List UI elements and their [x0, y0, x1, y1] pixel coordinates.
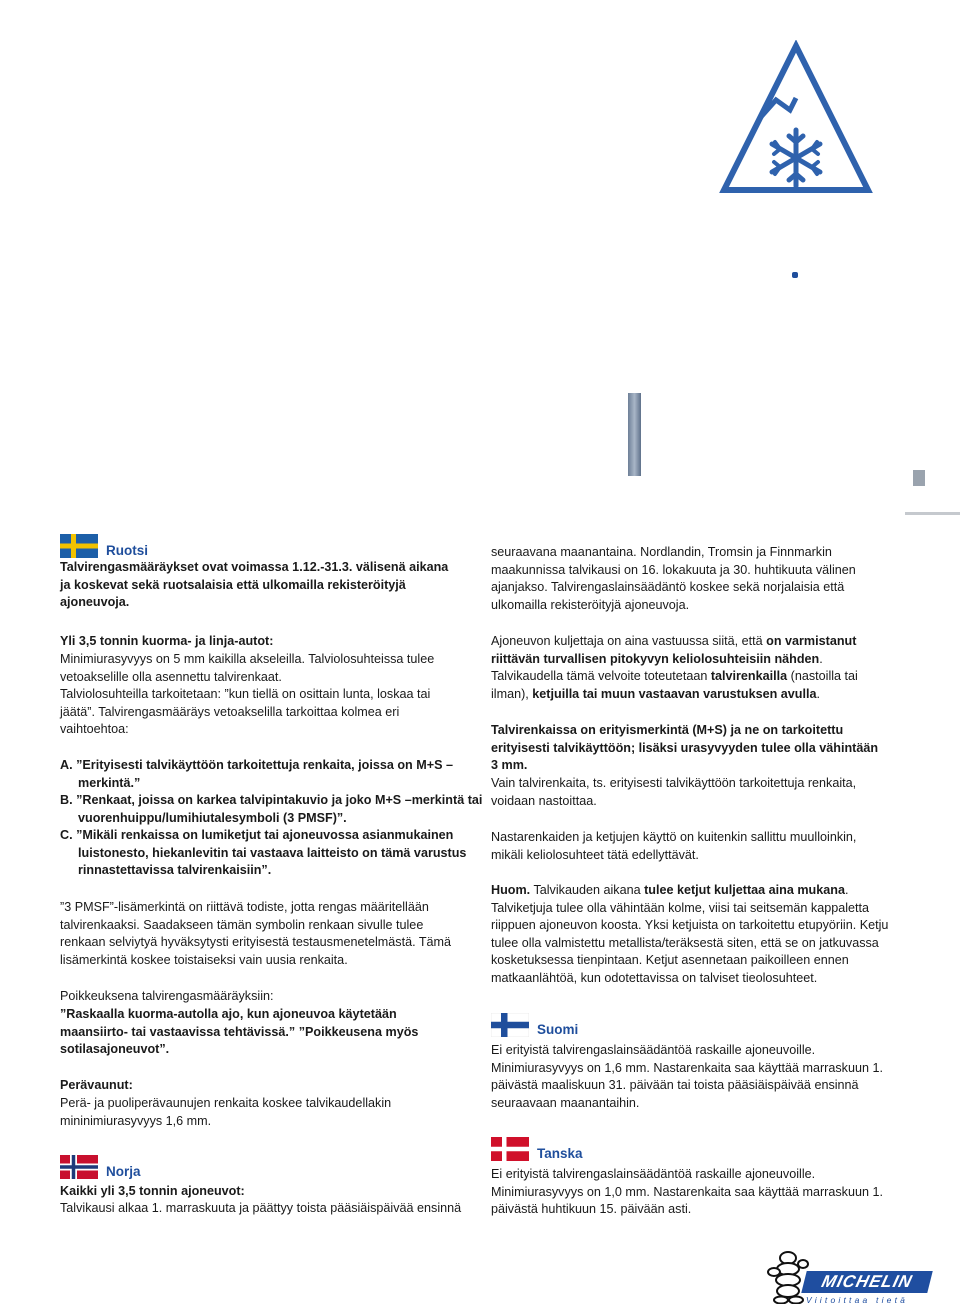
- norja-subheading: Kaikki yli 3,5 tonnin ajoneuvot:: [60, 1184, 245, 1198]
- decorative-photo-strip: [628, 393, 641, 476]
- brand-name: MICHELIN: [819, 1272, 915, 1291]
- ruotsi-intro: Talvirengasmääräykset ovat voimassa 1.12.-31.3. välisenä aikana ja koskevat sekä ruotsalaisia että ulkomailla rekisteröityjä ajoneuvoja.: [60, 560, 449, 610]
- michelin-wordmark: [801, 1271, 932, 1293]
- winter-conditions-text: Talviolosuhteilla tarkoitetaan: ”kun tiellä on osittain lunta, loskaa tai jäätä”. Talvirengasmääräys vetoakselilla tarkoittaa kolmea eri vaihtoehtoa:: [60, 687, 431, 737]
- finland-flag-icon: [491, 1013, 529, 1037]
- ruotsi-heading: [60, 534, 480, 558]
- decorative-photo-fragment: [913, 470, 925, 486]
- option-b: B. ”Renkaat, joissa on karkea talvipintakuvio ja joko M+S –merkintä tai vuorenhuippu/lumihiutalesymboli (3 PMSF)”.: [60, 793, 483, 825]
- michelin-man-logo-icon: [766, 1250, 810, 1304]
- norja-heading: [60, 1155, 480, 1179]
- sweden-flag-icon: [60, 534, 98, 558]
- norja-studs-chains-text: Nastarenkaiden ja ketjujen käyttö on kuitenkin sallittu muulloinkin, mikäli keliolosuhteet tätä edellyttävät.: [491, 830, 857, 862]
- norway-flag-icon: [60, 1155, 98, 1179]
- heavy-vehicles-text: Minimiurasyvyys on 5 mm kaikilla akseleilla. Talviolosuhteissa tulee vetoakselille olla asennettu talvirenkaat.: [60, 652, 435, 684]
- decorative-line: [905, 512, 960, 515]
- tanska-text: Ei erityistä talvirengaslainsäädäntöä raskaille ajoneuvoille. Minimiurasyvyys on 1,0 mm. Nastarenkaita saa käyttää marraskuun 1. päivästä huhtikuun 15. päivään asti.: [491, 1167, 883, 1217]
- norja-winter-tyres-bold: Talvirenkaissa on erityismerkintä (M+S) ja ne on tarkoitettu erityisesti talvikäyttöön; lisäksi urasyvyyden tulee olla vähintään 3 mm.: [491, 723, 879, 773]
- norja-chains-note: Huom. Talvikauden aikana tulee ketjut kuljettaa aina mukana. Talviketjuja tulee olla vähintään kolme, viisi tai seitsemän kappaletta riippuen ajoneuvon koosta. Yksi ketjuista on tarkoitettu etupyöriin. Ketju tulee olla valmistettu metallista/teräksestä siten, että se on jatkuvassa kosketuksessa tienpintaan. Ketjut asennetaan paikoilleen ennen matkaanlähtöä, kun odotettavissa on talviset tieolosuhteet.: [491, 883, 889, 985]
- option-c: C. ”Mikäli renkaissa on lumiketjut tai ajoneuvossa asianmukainen luistonesto, hiekanlevitin tai vastaava laitteisto on tämä varustus rinnastettavissa talvirenkaisiin”.: [60, 828, 467, 878]
- 3pmsf-mountain-snowflake-icon: [718, 40, 874, 196]
- brand-tagline: Viitoittaa tietä: [806, 1295, 909, 1305]
- norja-driver-responsibility: Ajoneuvon kuljettaja on aina vastuussa siitä, että on varmistanut riittävän turvallisen pitokyvyn keliolosuhteisiin nähden. Talvikaudella tämä velvoite toteutetaan talvirenkailla (nastoilla tai ilman), ketjuilla tai muun vastaavan varustuksen avulla.: [491, 634, 858, 701]
- country-name: Ruotsi: [106, 543, 148, 558]
- norja-season-text: seuraavana maanantaina. Nordlandin, Tromsin ja Finnmarkin maakunnissa talvikausi on 16. lokakuuta ja 30. huhtikuuta välinen ajanjakso. Talvirengaslainsäädäntö koskee sekä norjalaisia että ulkomailla rekisteröityjä ajoneuvoja.: [491, 545, 856, 612]
- exceptions-text: ”Raskaalla kuorma-autolla ajo, kun ajoneuvoa käytetään maansiirto- tai vastaavissa tehtävissä.” ”Poikkeusena myös sotilasajoneuvot”.: [60, 1007, 419, 1057]
- suomi-heading: [491, 1013, 911, 1037]
- country-name: Norja: [106, 1164, 141, 1179]
- pmsf-text: ”3 PMSF”-lisämerkintä on riittävä todiste, jotta rengas määritellään talvirenkaaksi. Saadakseen tämän symbolin renkaan sivulle tulee renkaan selviytyä hyväksytysti erityisestä testausmenetelmästä. Tämä lisämerkintä koskee toistaiseksi vain uusia renkaita.: [60, 900, 452, 967]
- exceptions-intro: Poikkeuksena talvirengasmääräyksiin:: [60, 989, 274, 1003]
- norja-season-start: Talvikausi alkaa 1. marraskuuta ja päättyy toista pääsiäispäivää ensinnä: [60, 1201, 462, 1215]
- country-name: Suomi: [537, 1022, 579, 1037]
- tanska-heading: [491, 1137, 911, 1161]
- norja-winter-tyres-text: Vain talvirenkaita, ts. erityisesti talvikäyttöön tarkoitettuja renkaita, voidaan nastoittaa.: [491, 776, 857, 808]
- heavy-vehicles-heading: Yli 3,5 tonnin kuorma- ja linja-autot:: [60, 634, 274, 648]
- trailers-heading: Perävaunut:: [60, 1078, 133, 1092]
- decorative-dot: [792, 272, 798, 278]
- trailers-text: Perä- ja puoliperävaunujen renkaita koskee talvikaudellakin mininimiurasyvyys 1,6 mm.: [60, 1096, 392, 1128]
- country-name: Tanska: [537, 1146, 583, 1161]
- suomi-text: Ei erityistä talvirengaslainsäädäntöä raskaille ajoneuvoille. Minimiurasyvyys on 1,6 mm. Nastarenkaita saa käyttää marraskuun 1. päivästä maaliskuun 31. päivään tai toista pääsiäispäivää ensinnä seuraavaan maanantaihin.: [491, 1043, 883, 1110]
- denmark-flag-icon: [491, 1137, 529, 1161]
- option-a: A. ”Erityisesti talvikäyttöön tarkoitettuja renkaita, joissa on M+S –merkintä.”: [60, 758, 453, 790]
